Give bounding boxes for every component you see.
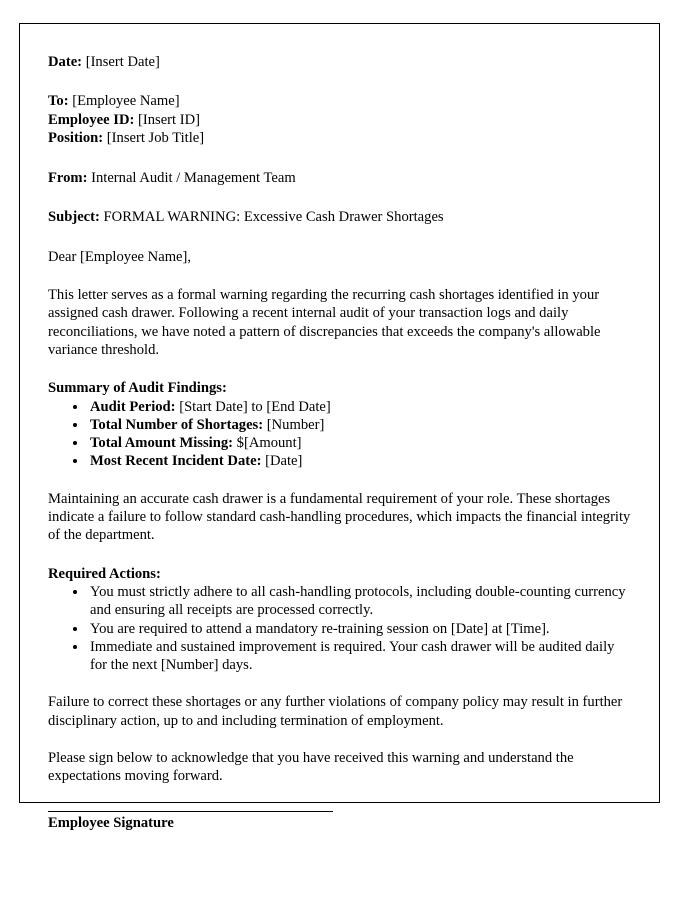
signature-label: Employee Signature	[48, 814, 174, 831]
finding-label: Audit Period:	[90, 398, 176, 415]
paragraph-intro: This letter serves as a formal warning regarding the recurring cash shortages identified in your assigned cash drawer. Following a recent internal audit of your transaction logs and daily reconciliations, we have noted a pattern of discrepancies that exceeds the company's allowable variance threshold.	[48, 287, 601, 358]
from-label: From:	[48, 170, 88, 187]
finding-value: [Date]	[265, 453, 303, 470]
employee-id-line	[48, 111, 633, 129]
paragraph-acknowledgement: Please sign below to acknowledge that you have received this warning and understand the expectations moving forward.	[48, 750, 574, 785]
list-item	[88, 434, 633, 452]
signature-rule	[48, 811, 333, 812]
salutation: Dear [Employee Name],	[48, 248, 192, 265]
finding-label: Total Number of Shortages:	[90, 416, 264, 433]
date-label: Date:	[48, 54, 83, 70]
to-value: [Employee Name]	[72, 93, 180, 110]
list-item	[88, 398, 633, 416]
list-item	[88, 452, 633, 470]
to-line	[48, 92, 633, 110]
finding-label: Most Recent Incident Date:	[90, 453, 262, 470]
finding-value: $[Amount]	[236, 435, 302, 452]
list-item	[88, 416, 633, 434]
from-value: Internal Audit / Management Team	[91, 170, 296, 187]
list-item: • You are required to attend a mandatory re-training session on [Date] at [Time].	[88, 620, 633, 638]
date-line	[48, 53, 633, 71]
heading-audit-findings: Summary of Audit Findings:	[48, 380, 227, 397]
employee-id-label: Employee ID:	[48, 111, 135, 128]
subject-line	[48, 208, 633, 226]
heading-required-actions: Required Actions:	[48, 565, 161, 582]
position-label: Position:	[48, 129, 104, 146]
finding-label: Total Amount Missing:	[90, 435, 233, 452]
list-item: • You must strictly adhere to all cash-handling protocols, including double-counting currency and ensuring all receipts are processed correctly.	[88, 583, 633, 620]
subject-label: Subject:	[48, 209, 100, 226]
finding-value: [Number]	[266, 416, 325, 433]
to-label: To:	[48, 93, 69, 110]
from-line	[48, 169, 633, 187]
required-actions-list	[48, 583, 633, 674]
paragraph-accuracy: Maintaining an accurate cash drawer is a fundamental requirement of your role. These shortages indicate a failure to follow standard cash-handling procedures, which impacts the financial integrity of the department.	[48, 490, 631, 544]
list-item: • Immediate and sustained improvement is required. Your cash drawer will be audited daily for the next [Number] days.	[88, 638, 633, 675]
subject-value: FORMAL WARNING: Excessive Cash Drawer Shortages	[103, 209, 444, 226]
finding-value: [Start Date] to [End Date]	[179, 398, 331, 415]
audit-findings-list	[48, 398, 633, 471]
position-line	[48, 129, 633, 147]
document-frame	[19, 23, 660, 831]
document-body	[48, 48, 633, 832]
employee-id-value: [Insert ID]	[138, 111, 200, 128]
position-value: [Insert Job Title]	[106, 129, 205, 146]
signature-block	[48, 811, 633, 832]
date-value: [Insert Date]	[85, 54, 160, 70]
paragraph-consequences: Failure to correct these shortages or any further violations of company policy may result in further disciplinary action, up to and including termination of employment.	[48, 694, 623, 729]
